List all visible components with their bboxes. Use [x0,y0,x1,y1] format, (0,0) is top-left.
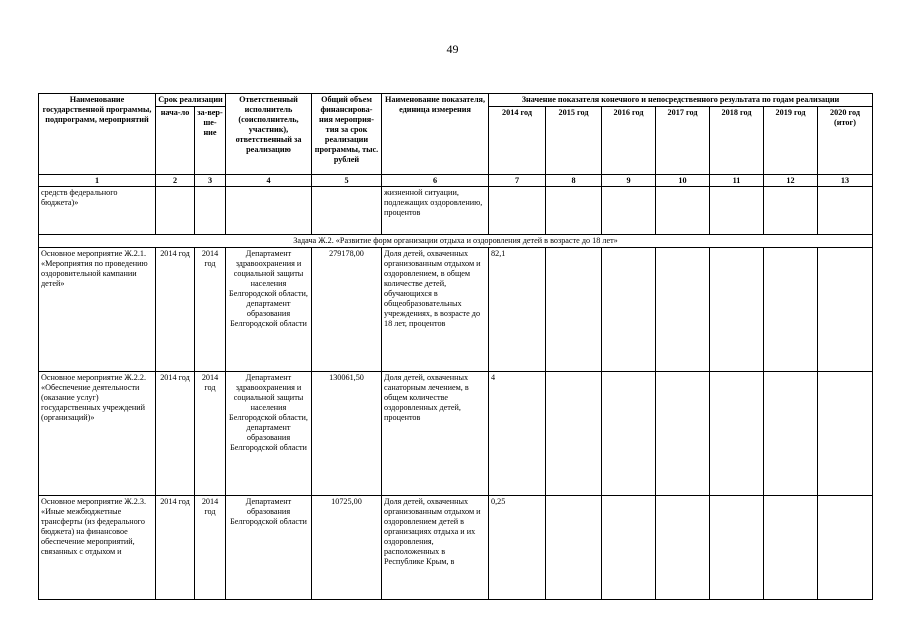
program-table [38,93,873,600]
column-number: 1 [39,175,156,187]
header-values: Значение показателя конечного и непосредственного результата по годам реализации [489,94,873,107]
task-title: Задача Ж.2. «Развитие форм организации отдыха и оздоровления детей в возрасте до 18 лет» [39,235,873,248]
measure-start: 2014 год [156,248,195,372]
measure-start: 2014 год [156,496,195,600]
measure-indicator: Доля детей, охваченных организованным отдыхом и оздоровлением, в общем количестве детей, обучающихся в общеобразовательных учреждениях, в возрасте до 18 лет, процентов [382,248,489,372]
column-number: 7 [489,175,546,187]
column-number: 4 [226,175,312,187]
header-year-2018: 2018 год [710,107,764,175]
header-year-2015: 2015 год [546,107,602,175]
continuation-name-cell: средств федерального бюджета)» [39,187,156,235]
page-number: 49 [446,42,459,56]
header-year-2020: 2020 год (итог) [818,107,873,175]
column-number: 5 [312,175,382,187]
header-term: Срок реализации [156,94,226,107]
measure-indicator: Доля детей, охваченных санаторным лечением, в общем количестве оздоровленных детей, процентов [382,372,489,496]
measure-name: Основное мероприятие Ж.2.3. «Иные межбюджетные трансферты (из федерального бюджета) на финансовое обеспечение мероприятий, связанных с отдыхом и [39,496,156,600]
header-start: нача-ло [156,107,195,175]
column-number: 9 [602,175,656,187]
header-end: за-вер-ше-ние [195,107,226,175]
table-row [39,496,873,600]
header-program-name: Наименование государственной программы, подпрограмм, мероприятий [39,94,156,175]
column-number: 3 [195,175,226,187]
column-number: 2 [156,175,195,187]
header-year-2017: 2017 год [656,107,710,175]
column-number: 13 [818,175,873,187]
header-year-2016: 2016 год [602,107,656,175]
header-indicator: Наименование показателя, единица измерения [382,94,489,175]
header-year-2019: 2019 год [764,107,818,175]
measure-amount: 10725,00 [312,496,382,600]
table-row [39,187,873,235]
measure-value-2014: 0,25 [489,496,546,600]
measure-start: 2014 год [156,372,195,496]
header-funding: Общий объем финансирова-ния мероприя-тия за срок реализации программы, тыс. рублей [312,94,382,175]
header-year-2014: 2014 год [489,107,546,175]
table-row [39,248,873,372]
measure-amount: 279178,00 [312,248,382,372]
measure-executor: Департамент здравоохранения и социальной защиты населения Белгородской области, департамент образования Белгородской области [226,248,312,372]
measure-value-2014: 4 [489,372,546,496]
measure-end: 2014 год [195,372,226,496]
measure-end: 2014 год [195,248,226,372]
measure-executor: Департамент здравоохранения и социальной защиты населения Белгородской области, департамент образования Белгородской области [226,372,312,496]
column-number: 8 [546,175,602,187]
column-number: 10 [656,175,710,187]
column-number: 6 [382,175,489,187]
header-executor: Ответственный исполнитель (соисполнитель, участник), ответственный за реализацию [226,94,312,175]
measure-name: Основное мероприятие Ж.2.1. «Мероприятия по проведению оздоровительной кампании детей» [39,248,156,372]
measure-indicator: Доля детей, охваченных организованным отдыхом и оздоровлением детей в организациях отдыха и их оздоровления, расположенных в Республике Крым, в [382,496,489,600]
column-number: 12 [764,175,818,187]
measure-value-2014: 82,1 [489,248,546,372]
measure-amount: 130061,50 [312,372,382,496]
table-row [39,372,873,496]
measure-end: 2014 год [195,496,226,600]
column-number: 11 [710,175,764,187]
measure-name: Основное мероприятие Ж.2.2. «Обеспечение деятельности (оказание услуг) государственных учреждений (организаций)» [39,372,156,496]
measure-executor: Департамент образования Белгородской области [226,496,312,600]
continuation-indicator-cell: жизненной ситуации, подлежащих оздоровлению, процентов [382,187,489,235]
